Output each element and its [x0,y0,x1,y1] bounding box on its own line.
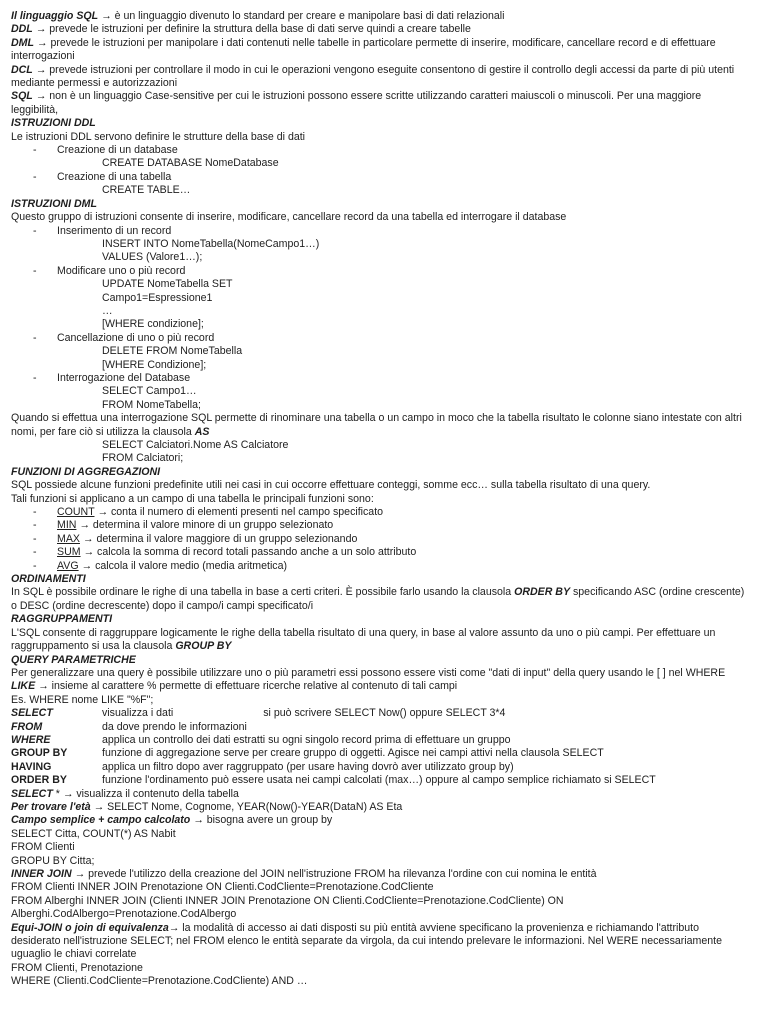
code-line: FROM Clienti [11,841,75,854]
document-page [11,10,751,989]
aggregation-description: Tali funzioni si applicano a un campo di una tabella le principali funzioni sono: [11,492,374,505]
code-line: SELECT Calciatori.Nome AS Calciatore [102,439,289,451]
code-line: FROM Clienti INNER JOIN Prenotazione ON Clienti.CodCliente=Prenotazione.CodCliente [11,881,434,894]
code-line: FROM Alberghi INNER JOIN (Clienti INNER JOIN Prenotazione ON Clienti.CodCliente=Prenotazione.CodCliente) ON Alberghi.CodAlbergo=Prenotazione.CodAlbergo [11,894,564,921]
list-item: - Creazione di una tabella [33,170,172,183]
aggregation-heading: FUNZIONI DI AGGREGAZIONI [11,465,161,478]
like-example: Es. WHERE nome LIKE "%F"; [11,693,154,706]
list-item: - Inserimento di un record [33,224,172,237]
ordering-paragraph: In SQL è possibile ordinare le righe di una tabella in base a certi criteri. È possibile farlo usando la clausola ORDER BY specificando ASC (ordine crescente) o DESC (ordine decrescente) dopo il campo/i campi specificato/i [11,586,745,612]
list-item: - MAX → determina il valore maggiore di un gruppo selezionando [33,532,358,545]
age-line: Per trovare l'età → SELECT Nome, Cognome, YEAR(Now()-YEAR(DataN) AS Eta [11,800,403,813]
code-line: VALUES (Valore1…); [102,251,203,264]
code-line: [WHERE Condizione]; [102,358,207,371]
clause-row: GROUP BY funzione di aggregazione serve per creare gruppo di oggetti. Agisce nei campi attivi nella clausola SELECT [11,747,604,760]
list-item: - SUM → calcola la somma di record totali passando anche a un solo attributo [33,546,417,559]
grouping-paragraph: L'SQL consente di raggruppare logicamente le righe della tabella risultato di una query, in base al valore assunto da uno o più campi. Per effettuare un raggruppamento si usa la clausola GROUP BY [11,626,716,653]
code-line: SELECT Citta, COUNT(*) AS Nabit [11,827,176,840]
code-line: [WHERE condizione]; [102,318,204,331]
like-paragraph: LIKE → insieme al carattere % permette di effettuare ricerche relative al contenuto di tali campi [11,680,458,693]
dml-description: Questo gruppo di istruzioni consente di inserire, modificare, cancellare record da una tabella ed interrogare il database [11,211,567,224]
computed-field-line: Campo semplice + campo calcolato → bisogna avere un group by [11,814,333,827]
list-item: - Modificare uno o più record [33,264,186,277]
parametric-paragraph: Per generalizzare una query è possibile utilizzare uno o più parametri essi possono essere visti come "dati di input" della query usando le [ ] nel WHERE [11,666,726,679]
equi-join-paragraph: Equi-JOIN o join di equivalenza→ la modalità di accesso ai dati disposti su più entità avviene specificano la provenienza e richiamando l'attributo desiderato nell'istruzione SELECT; nel FROM elenco le entità separate da virgola, da cui intendo prelevare le informazioni. Nel WERE necessariamente uguaglio le chiavi correlate [11,921,722,961]
ddl-heading: ISTRUZIONI DDL [11,117,96,130]
code-line: WHERE (Clienti.CodCliente=Prenotazione.CodCliente) AND … [11,975,308,988]
code-line: FROM NomeTabella; [102,398,201,411]
grouping-heading: RAGGRUPPAMENTI [11,613,113,626]
code-line: INSERT INTO NomeTabella(NomeCampo1…) [102,237,320,250]
code-line: UPDATE NomeTabella SET [102,278,233,291]
list-item: - Creazione di un database [33,144,178,157]
code-line: Campo1=Espressione1 [102,291,213,304]
list-item: - Cancellazione di uno o più record [33,331,215,344]
list-item: - MIN → determina il valore minore di un gruppo selezionato [33,519,334,532]
list-item: - AVG → calcola il valore medio (media aritmetica) [33,559,288,572]
code-line: CREATE TABLE… [102,184,191,197]
parametric-heading: QUERY PARAMETRICHE [11,653,136,666]
code-line: SELECT Campo1… [102,385,197,398]
ddl-description: Le istruzioni DDL servono definire le strutture della base di dati [11,130,306,143]
intro-dml: DML → prevede le istruzioni per manipolare i dati contenuti nelle tabelle in particolare permette di inserire, modificare, cancellare record e di effettuare interrogazioni [11,36,716,63]
intro-dcl: DCL → prevede istruzioni per controllare il modo in cui le operazioni vengono eseguite consentono di gestire il controllo degli accessi da parte di più utenti mediante permessi e autorizzazioni [11,63,735,90]
intro-case: SQL → non è un linguaggio Case-sensitive per cui le istruzioni possono essere scritte utilizzando caratteri maiuscoli o minuscoli. Per una maggiore leggibilità, [11,90,702,116]
dml-heading: ISTRUZIONI DML [11,197,97,210]
code-line: … [102,304,113,317]
ordering-heading: ORDINAMENTI [11,573,86,586]
intro-sql: Il linguaggio SQL → è un linguaggio divenuto lo standard per creare e manipolare basi di dati relazionali [11,10,505,22]
alias-paragraph: Quando si effettua una interrogazione SQL permette di rinominare una tabella o un campo in moco che la tabella risultato le colonne siano intestate con altri nomi, per fare ciò si utilizza la clausola AS [11,412,742,438]
clause-row: SELECT visualizza i dati si può scrivere SELECT Now() oppure SELECT 3*4 [11,707,506,720]
code-line: FROM Clienti, Prenotazione [11,961,143,974]
code-line: FROM Calciatori; [102,452,184,465]
select-star-line: SELECT * → visualizza il contenuto della tabella [11,787,239,800]
inner-join-line: INNER JOIN → prevede l'utilizzo della creazione del JOIN nell'istruzione FROM ha rilevanza l'ordine con cui nomina le entità [11,868,597,880]
clause-row: WHERE applica un controllo dei dati estratti su ogni singolo record prima di effettuare un gruppo [11,733,511,746]
clause-row: ORDER BY funzione l'ordinamento può essere usata nei campi calcolati (max…) oppure al campo semplice richiamato si SELECT [11,774,656,787]
code-line: DELETE FROM NomeTabella [102,345,243,358]
code-line: GROPU BY Citta; [11,854,95,867]
code-line: CREATE DATABASE NomeDatabase [102,157,279,170]
intro-ddl: DDL → prevede le istruzioni per definire la struttura della base di dati serve quindi a creare tabelle [11,23,471,36]
clause-row: FROM da dove prendo le informazioni [11,720,247,733]
clause-row: HAVING applica un filtro dopo aver raggruppato (per usare having dovrò aver utilizzato group by) [11,760,514,773]
list-item: - Interrogazione del Database [33,371,191,384]
aggregation-description: SQL possiede alcune funzioni predefinite utili nei casi in cui occorre effettuare conteggi, somme ecc… sulla tabella risultato di una query. [11,479,651,492]
list-item: - COUNT → conta il numero di elementi presenti nel campo specificato [33,506,384,519]
